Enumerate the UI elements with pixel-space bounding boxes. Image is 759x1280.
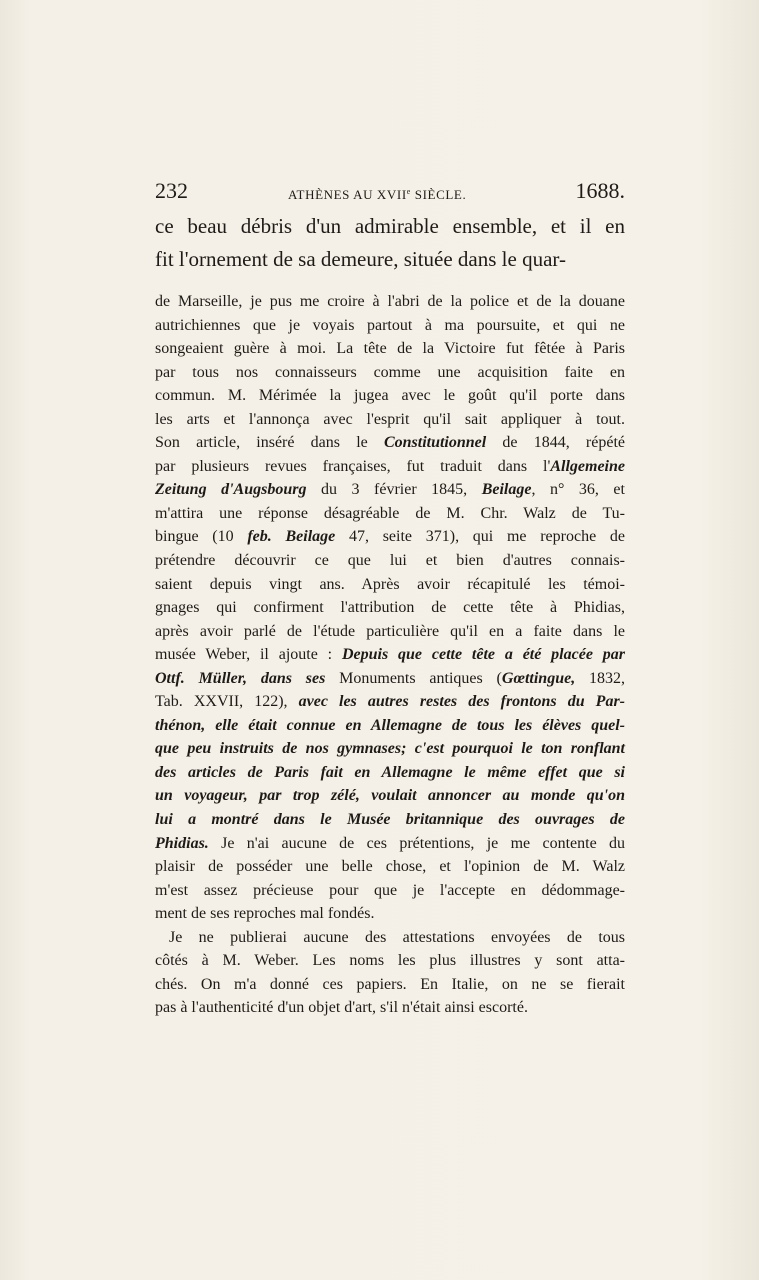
header-year: 1688. xyxy=(575,178,625,203)
footnote-line xyxy=(155,737,625,761)
text-segment: autrichiennes que je voyais partout à ma poursuite, et qui ne xyxy=(155,316,625,334)
text-segment: bingue (10 xyxy=(155,528,248,546)
page-number: 232 xyxy=(155,178,188,203)
italic-segment: un voyageur, par trop zélé, voulait annoncer au monde qu'on xyxy=(155,787,625,805)
running-title xyxy=(288,179,466,208)
italic-segment: Beilage xyxy=(481,481,532,499)
italic-segment: Gœttingue, xyxy=(501,669,576,687)
text-segment: de Marseille, je pus me croire à l'abri de la police et de la douane xyxy=(155,293,625,310)
text-segment: 1832, xyxy=(575,669,626,687)
italic-segment: que peu instruits de nos gymnases; c'est pourquoi le ton ronflant xyxy=(155,740,625,758)
italic-segment: avec les autres restes des frontons du Par- xyxy=(298,693,625,711)
text-segment: m'attira une réponse désagréable de M. Chr. Walz de Tu- xyxy=(155,504,625,522)
text-segment: plaisir de posséder une belle chose, et l'opinion de M. Walz xyxy=(155,858,625,876)
text-segment: songeaient guère à moi. La tête de la Victoire fut fêtée à Paris xyxy=(155,340,625,358)
italic-segment: thénon, elle était connue en Allemagne de tous les élèves quel- xyxy=(155,716,625,734)
text-segment: 47, seite 371), qui me reproche de xyxy=(335,528,626,546)
text-segment: ment de ses reproches mal fondés. xyxy=(155,905,375,923)
footnote-line xyxy=(155,761,625,785)
footnote-line xyxy=(155,832,625,856)
main-text-line: ce beau débris d'un admirable ensemble, et il en xyxy=(155,214,625,238)
footnote-line xyxy=(155,855,625,879)
text-segment: saient depuis vingt ans. Après avoir récapitulé les témoi- xyxy=(155,575,625,593)
italic-segment: Allgemeine xyxy=(550,457,625,475)
footnote-line xyxy=(155,973,625,997)
footnote-line xyxy=(155,690,625,714)
text-segment: m'est assez précieuse pour que je l'accepte en dédommage- xyxy=(155,881,625,899)
text-segment: commun. M. Mérimée la jugea avec le goût qu'il porte dans xyxy=(155,387,625,405)
footnote-line xyxy=(155,902,625,926)
text-segment: Je n'ai aucune de ces prétentions, je me contente du xyxy=(208,834,625,852)
footnote-line xyxy=(155,337,625,361)
main-text xyxy=(155,210,625,276)
footnote-line xyxy=(155,431,625,455)
running-title-end: SIÈCLE. xyxy=(410,187,467,202)
footnote-line xyxy=(155,949,625,973)
footnote-line xyxy=(155,620,625,644)
footnote-line xyxy=(155,808,625,832)
footnote-line xyxy=(155,926,625,950)
italic-segment: Zeitung d'Augsbourg xyxy=(155,481,307,499)
text-segment: prétendre découvrir ce que lui et bien d'autres connais- xyxy=(155,552,625,570)
italic-segment: feb. Beilage xyxy=(247,528,336,546)
text-segment: côtés à M. Weber. Les noms les plus illustres y sont atta- xyxy=(155,952,625,970)
footnote-line xyxy=(155,879,625,903)
footnote-line xyxy=(155,408,625,432)
italic-segment: Ottf. Müller, dans ses xyxy=(155,669,326,687)
footnote-line xyxy=(155,996,625,1020)
footnote-line xyxy=(155,455,625,479)
text-segment: pas à l'authenticité d'un objet d'art, s'il n'était ainsi escorté. xyxy=(155,999,528,1017)
footnote-line xyxy=(155,361,625,385)
text-segment: Je ne publierai aucune des attestations envoyées de tous xyxy=(169,928,625,946)
running-title-main: ATHÈNES AU XVII xyxy=(288,187,407,202)
text-segment: musée Weber, il ajoute : xyxy=(155,646,342,664)
italic-segment: des articles de Paris fait en Allemagne le même effet que si xyxy=(155,763,625,781)
footnote-line xyxy=(155,667,625,691)
footnote-text xyxy=(155,290,625,1020)
italic-segment: Depuis que cette tête a été placée par xyxy=(341,646,625,664)
footnote-line xyxy=(155,314,625,338)
text-segment: Son article, inséré dans le xyxy=(155,434,384,452)
text-segment: de 1844, répété xyxy=(486,434,625,452)
text-segment: par tous nos connaisseurs comme une acquisition faite en xyxy=(155,363,625,381)
footnote-line xyxy=(155,290,625,314)
italic-segment: Phidias. xyxy=(155,834,209,852)
footnote-line xyxy=(155,596,625,620)
footnote-line xyxy=(155,525,625,549)
footnote-line xyxy=(155,502,625,526)
text-segment: après avoir parlé de l'étude particulière qu'il en a faite dans le xyxy=(155,622,625,640)
text-segment: les arts et l'annonça avec l'esprit qu'il sait appliquer à tout. xyxy=(155,410,625,428)
footnote-line xyxy=(155,573,625,597)
text-segment: gnages qui confirment l'attribution de cette tête à Phidias, xyxy=(155,599,625,617)
text-segment: par plusieurs revues françaises, fut traduit dans l' xyxy=(155,457,551,475)
footnote-line xyxy=(155,784,625,808)
text-segment: chés. On m'a donné ces papiers. En Italie, on ne se fierait xyxy=(155,975,625,993)
text-segment: Tab. XXVII, 122), xyxy=(155,693,299,711)
text-segment: , n° 36, et xyxy=(531,481,625,499)
page-header xyxy=(155,178,625,204)
italic-segment: lui a montré dans le Musée britannique des ouvrages de xyxy=(155,811,625,829)
main-text-line: fit l'ornement de sa demeure, située dans le quar- xyxy=(155,247,566,271)
italic-segment: Constitutionnel xyxy=(383,434,487,452)
text-segment: du 3 février 1845, xyxy=(306,481,482,499)
footnote-line xyxy=(155,549,625,573)
footnote-line xyxy=(155,714,625,738)
running-title-superscript: e xyxy=(406,187,411,196)
footnote-line xyxy=(155,384,625,408)
footnote-line xyxy=(155,643,625,667)
footnote-line xyxy=(155,478,625,502)
text-segment: Monuments antiques ( xyxy=(325,669,502,687)
